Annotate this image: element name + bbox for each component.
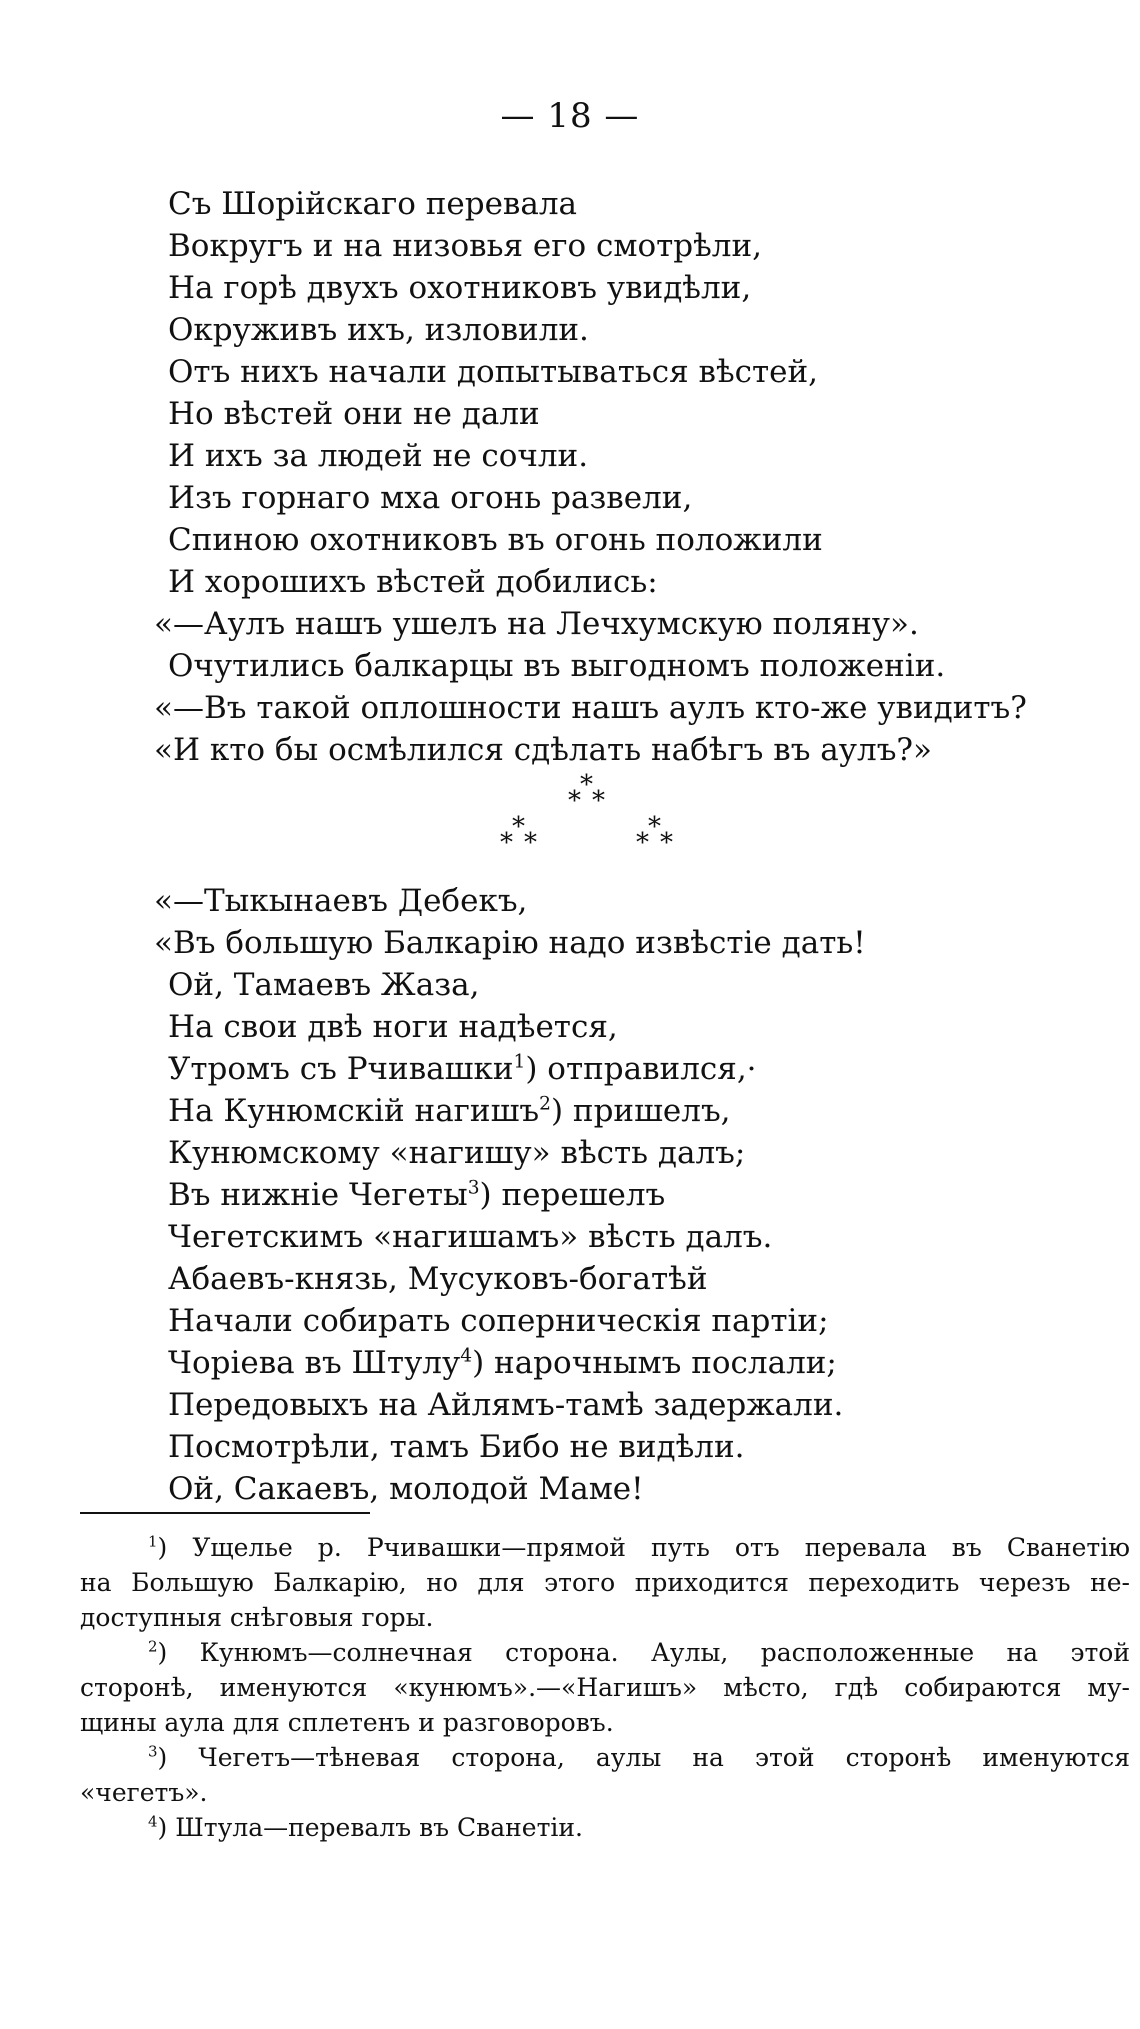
footnote-ref: 2 [539, 1093, 551, 1115]
verse-text: Въ нижніе Чегеты [168, 1177, 468, 1213]
verse-line: И хорошихъ вѣстей добились: [168, 564, 658, 600]
verse-line: Окруживъ ихъ, изловили. [168, 312, 589, 348]
footnote-line: на Большую Балкарію, но для этого приходится переходить черезъ не- [80, 1568, 1130, 1597]
footnote-divider [80, 1512, 370, 1514]
verse-line: Но вѣстей они не дали [168, 396, 540, 432]
footnote-line [80, 1635, 1130, 1670]
footnote-text: ) Кунюмъ—солнечная сторона. Аулы, расположенные на этой [157, 1638, 1130, 1667]
verse-line: Очутились балкарцы въ выгодномъ положеніи. [168, 648, 946, 684]
verse-line: «И кто бы осмѣлился сдѣлать набѣгъ въ аулъ?» [154, 732, 933, 768]
footnote-4 [80, 1810, 1130, 1845]
verse-line [168, 1090, 866, 1132]
footnote-ref: 4 [460, 1345, 473, 1367]
verse-line: Вокругъ и на низовья его смотрѣли, [168, 228, 763, 264]
verse-line: На горѣ двухъ охотниковъ увидѣли, [168, 270, 752, 306]
asterism-star: * [592, 786, 605, 816]
verse-line: Чегетскимъ «нагишамъ» вѣсть далъ. [168, 1219, 773, 1255]
asterism-star: * [524, 828, 537, 858]
footnote-marker: 3 [148, 1742, 158, 1761]
footnote-line [80, 1740, 1130, 1775]
footnote-line [80, 1530, 1130, 1565]
footnotes [80, 1530, 1130, 1845]
footnote-marker: 4 [148, 1812, 158, 1831]
verse-line: Съ Шорійскаго перевала [168, 186, 578, 222]
verse-stanza-2 [154, 880, 866, 1510]
asterism-star: * [512, 812, 525, 842]
footnote-line: «чегетъ». [80, 1778, 208, 1807]
verse-text: На Кунюмскій нагишъ [168, 1093, 540, 1129]
footnote-marker: 1 [148, 1532, 158, 1551]
verse-text: ) нарочнымъ послали; [472, 1345, 837, 1381]
asterism-star: * [648, 812, 661, 842]
footnote-line: щины аула для сплетенъ и разговоровъ. [80, 1708, 614, 1737]
verse-line: Ой, Тамаевъ Жаза, [168, 967, 480, 1003]
asterism-star: * [636, 828, 649, 858]
asterism-section-break [500, 770, 700, 860]
verse-stanza-1 [154, 183, 1027, 771]
verse-line: Кунюмскому «нагишу» вѣсть далъ; [168, 1135, 746, 1171]
verse-line [168, 1048, 866, 1090]
verse-text: ) пришелъ, [550, 1093, 731, 1129]
verse-text: Чоріева въ Штулу [168, 1345, 461, 1381]
verse-line: Спиною охотниковъ въ огонь положили [168, 522, 823, 558]
footnote-3 [80, 1740, 1130, 1810]
verse-text: ) отправился,· [525, 1051, 757, 1087]
asterism-star: * [660, 828, 673, 858]
verse-line [168, 1342, 866, 1384]
verse-text: Утромъ съ Рчивашки [168, 1051, 514, 1087]
verse-line: Посмотрѣли, тамъ Бибо не видѣли. [168, 1429, 745, 1465]
verse-line: На свои двѣ ноги надѣется, [168, 1009, 618, 1045]
verse-line: Начали собирать соперническія партіи; [168, 1303, 829, 1339]
footnote-text: ) Чегетъ—тѣневая сторона, аулы на этой сторонѣ именуются [157, 1743, 1130, 1772]
footnote-1 [80, 1530, 1130, 1635]
verse-line: Отъ нихъ начали допытываться вѣстей, [168, 354, 819, 390]
verse-line: И ихъ за людей не сочли. [168, 438, 589, 474]
asterism-star: * [580, 770, 593, 800]
verse-line [168, 1174, 866, 1216]
footnote-line: доступныя снѣговыя горы. [80, 1603, 434, 1632]
verse-line: Ой, Сакаевъ, молодой Маме! [168, 1471, 644, 1507]
verse-line: «—Аулъ нашъ ушелъ на Лечхумскую поляну». [154, 606, 919, 642]
footnote-marker: 2 [148, 1637, 158, 1656]
verse-line: Абаевъ-князь, Мусуковъ-богатѣй [168, 1261, 708, 1297]
page-number: — 18 — [500, 96, 640, 136]
footnote-text: ) Ущелье р. Рчивашки—прямой путь отъ перевала въ Сванетію [157, 1533, 1130, 1562]
asterism-star: * [568, 786, 581, 816]
asterism-star: * [500, 828, 513, 858]
verse-line: «—Въ такой оплошности нашъ аулъ кто-же увидитъ? [154, 690, 1027, 726]
verse-line: «Въ большую Балкарію надо извѣстіе дать! [154, 925, 866, 961]
verse-line: Изъ горнаго мха огонь развели, [168, 480, 693, 516]
verse-line: «—Тыкынаевъ Дебекъ, [154, 883, 528, 919]
footnote-ref: 3 [467, 1177, 480, 1199]
verse-line: Передовыхъ на Айлямъ-тамѣ задержали. [168, 1387, 844, 1423]
footnote-text: ) Штула—перевалъ въ Сванетіи. [157, 1813, 583, 1842]
verse-text: ) перешелъ [479, 1177, 666, 1213]
footnote-2 [80, 1635, 1130, 1740]
footnote-line: сторонѣ, именуются «кунюмъ».—«Нагишъ» мѣсто, гдѣ собираются му- [80, 1673, 1130, 1702]
footnote-ref: 1 [513, 1051, 526, 1073]
footnote-line [80, 1810, 1130, 1845]
